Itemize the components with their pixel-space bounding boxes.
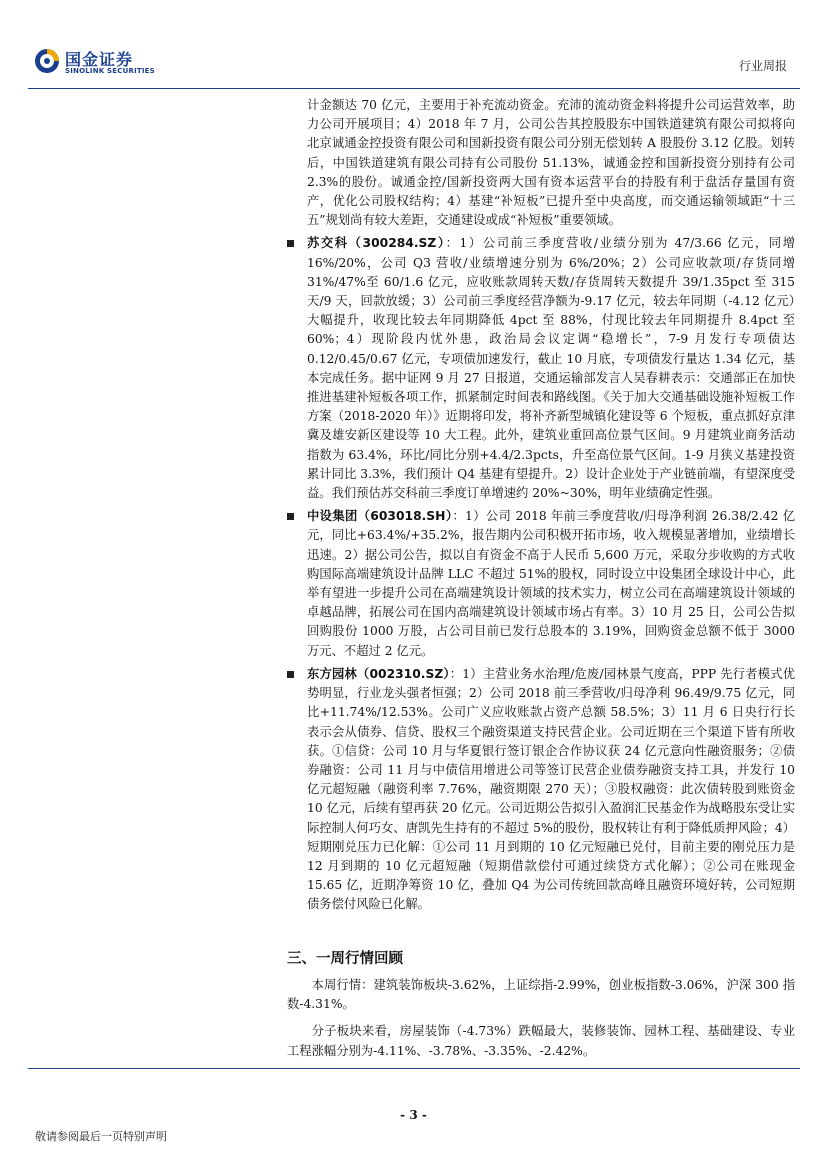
company-analysis: ：1）主营业务水治理/危废/园林景气度高，PPP 先行者模式优势明显，行业龙头强者恒强；2）公司 2018 前三季营收/归母净利 96.49/9.75 亿元，同比+11.74%/12.53%。公司广义应收账款占资产总额 58.5%；3）11 月 6 日央行行长表示会从债券、信贷、股权三个融资渠道支持民营企业。公司近期在三个渠道下皆有所收获。①信贷：公司 10 月与华夏银行签订银企合作协议获 24 亿元意向性融资服务；②债券融资：公司 11 月与中债信用增进公司等签订民营企业债券融资支持工具，并发行 10 亿元超短融（融资利率 7.76%，融资期限 270 天）；③股权融资：此次债转股到账资金 10 亿元，后续有望再获 20 亿元。公司近期公告拟引入盈润汇民基金作为战略股东受让实际控制人何巧女、唐凯先生持有的不超过 5%的股份，股权转让有利于降低质押风险；4）短期刚兑压力已化解：①公司 11 月到期的 10 亿元短融已兑付，目前主要的刚兑压力是 12 月到期的 10 亿元超短融（短期借款偿付可通过续贷方式化解）；②公司在账现金 15.65 亿，近期净筹资 10 亿，叠加 Q4 为公司传统回款高峰且融资环境好转，公司短期债务偿付风险已化解。 bbox=[307, 666, 795, 912]
company-logo bbox=[34, 46, 164, 82]
company-item-zhongshe bbox=[287, 507, 795, 661]
bullet-square-icon bbox=[287, 513, 294, 520]
bullet-square-icon bbox=[287, 240, 294, 247]
weekly-review-section bbox=[287, 937, 795, 1061]
company-name: 东方园林（002310.SZ） bbox=[307, 666, 450, 681]
header-divider bbox=[28, 88, 800, 89]
sinolink-logo-icon bbox=[34, 48, 60, 74]
company-name: 苏交科（300284.SZ） bbox=[307, 236, 446, 251]
logo-english-name: SINOLINK SECURITIES bbox=[65, 67, 155, 75]
company-analysis: ：1）公司 2018 年前三季度营收/归母净利润 26.38/2.42 亿元，同比+63.4%/+35.2%，报告期内公司积极开拓市场，收入规模显著增加，业绩增长迅速。2）据公司公告，拟以自有资金不高于人民币 5,600 万元，采取分步收购的方式收购国际高端建筑设计品牌 LLC 不超过 51%的股权，同时设立中设集团全球设计中心，此举有望进一步提升公司在高端建筑设计领域的技术实力，树立公司在高端建筑设计领域的卓越品牌，拓展公司在国内高端建筑设计领域市场占有率。3）10 月 25 日，公司公告拟回购股份 1000 万股，占公司目前已发行总股本的 3.19%，回购资金总额不低于 3000 万元、不超过 2 亿元。 bbox=[307, 509, 796, 658]
logo-chinese-name: 国金证券 bbox=[65, 50, 134, 69]
market-paragraph-1: 本周行情：建筑装饰板块-3.62%，上证综指-2.99%，创业板指数-3.06%，沪深 300 指数-4.31%。 bbox=[287, 978, 795, 1012]
page-header bbox=[0, 0, 827, 90]
company-item-dongfang bbox=[287, 665, 795, 915]
report-body bbox=[287, 96, 795, 915]
page-number: - 3 - bbox=[400, 1108, 427, 1122]
company-item-sujiaoke bbox=[287, 234, 795, 503]
bullet-square-icon bbox=[287, 671, 294, 678]
section-title: 三、一周行情回顾 bbox=[287, 951, 403, 967]
intro-paragraph: 计金额达 70 亿元，主要用于补充流动资金。充沛的流动资金料将提升公司运营效率，助力公司开展项目；4）2018 年 7 月，公司公告其控股股东中国铁道建筑有限公司拟将向北京诚通金控投资有限公司和国新投资有限公司分别无偿划转 A 股股份 3.12 亿股。划转后，中国铁道建筑有限公司持有公司股份 51.13%，诚通金控和国新投资分别持有公司 2.3%的股份。诚通金控/国新投资两大国有资本运营平台的持股有利于盘活存量国有资产，优化公司股权结构；4）基建“补短板”已提升至中央高度，而交通运输领域距“十三五”规划尚有较大差距，交通建设或成“补短板”重要领域。 bbox=[307, 98, 795, 228]
company-name: 中设集团（603018.SH） bbox=[307, 509, 453, 524]
market-paragraph-2: 分子板块来看，房屋装饰（-4.73%）跌幅最大，装修装饰、园林工程、基础建设、专业工程涨幅分别为-4.11%、-3.78%、-3.35%、-2.42%。 bbox=[287, 1024, 795, 1058]
company-analysis: ：1）公司前三季度营收/业绩分别为 47/3.66 亿元，同增 16%/20%，公司 Q3 营收/业绩增速分别为 6%/20%；2）公司应收款项/存货同增 31%/47%至 60/1.6 亿元，应收账款周转天数/存货周转天数提升 39/1.35pct 至 315 天/9 天，回款放缓；3）公司前三季度经营净额为-9.17 亿元，较去年同期（-4.12 亿元）大幅提升，收现比较去年同期降低 4pct 至 88%，付现比较去年同期提升 8.4pct 至 60%；4）现阶段内忧外患，政治局会议定调“稳增长”，7-9 月发行专项债达 0.12/0.45/0.67 亿元，专项债加速发行，截止 10 月底，专项债发行量达 1.34 亿元，基本完成任务。据中证网 9 月 27 日报道，交通运输部发言人吴春耕表示：交通部正在加快推进基建补短板各项工作，抓紧制定时间表和路线图。《关于加大交通基础设施补短板工作方案（2018-2020 年）》近期将印发，将补齐新型城镇化建设等 6 个短板，重点抓好京津冀及雄安新区建设等 10 大工程。此外，建筑业重回高位景气区间。9 月建筑业商务活动指数为 63.4%，环比/同比分别+4.4/2.3pcts，升至高位景气区间。1-9 月狭义基建投资累计同比 3.3%，我们预计 Q4 基建有望提升。2）设计企业处于产业链前端，有望深度受益。我们预估苏交科前三季度订单增速约 20%~30%，明年业绩确定性强。 bbox=[307, 236, 795, 501]
footer-divider bbox=[28, 1068, 800, 1069]
disclaimer-note: 敬请参阅最后一页特别声明 bbox=[35, 1130, 167, 1143]
report-type-label: 行业周报 bbox=[738, 59, 787, 73]
